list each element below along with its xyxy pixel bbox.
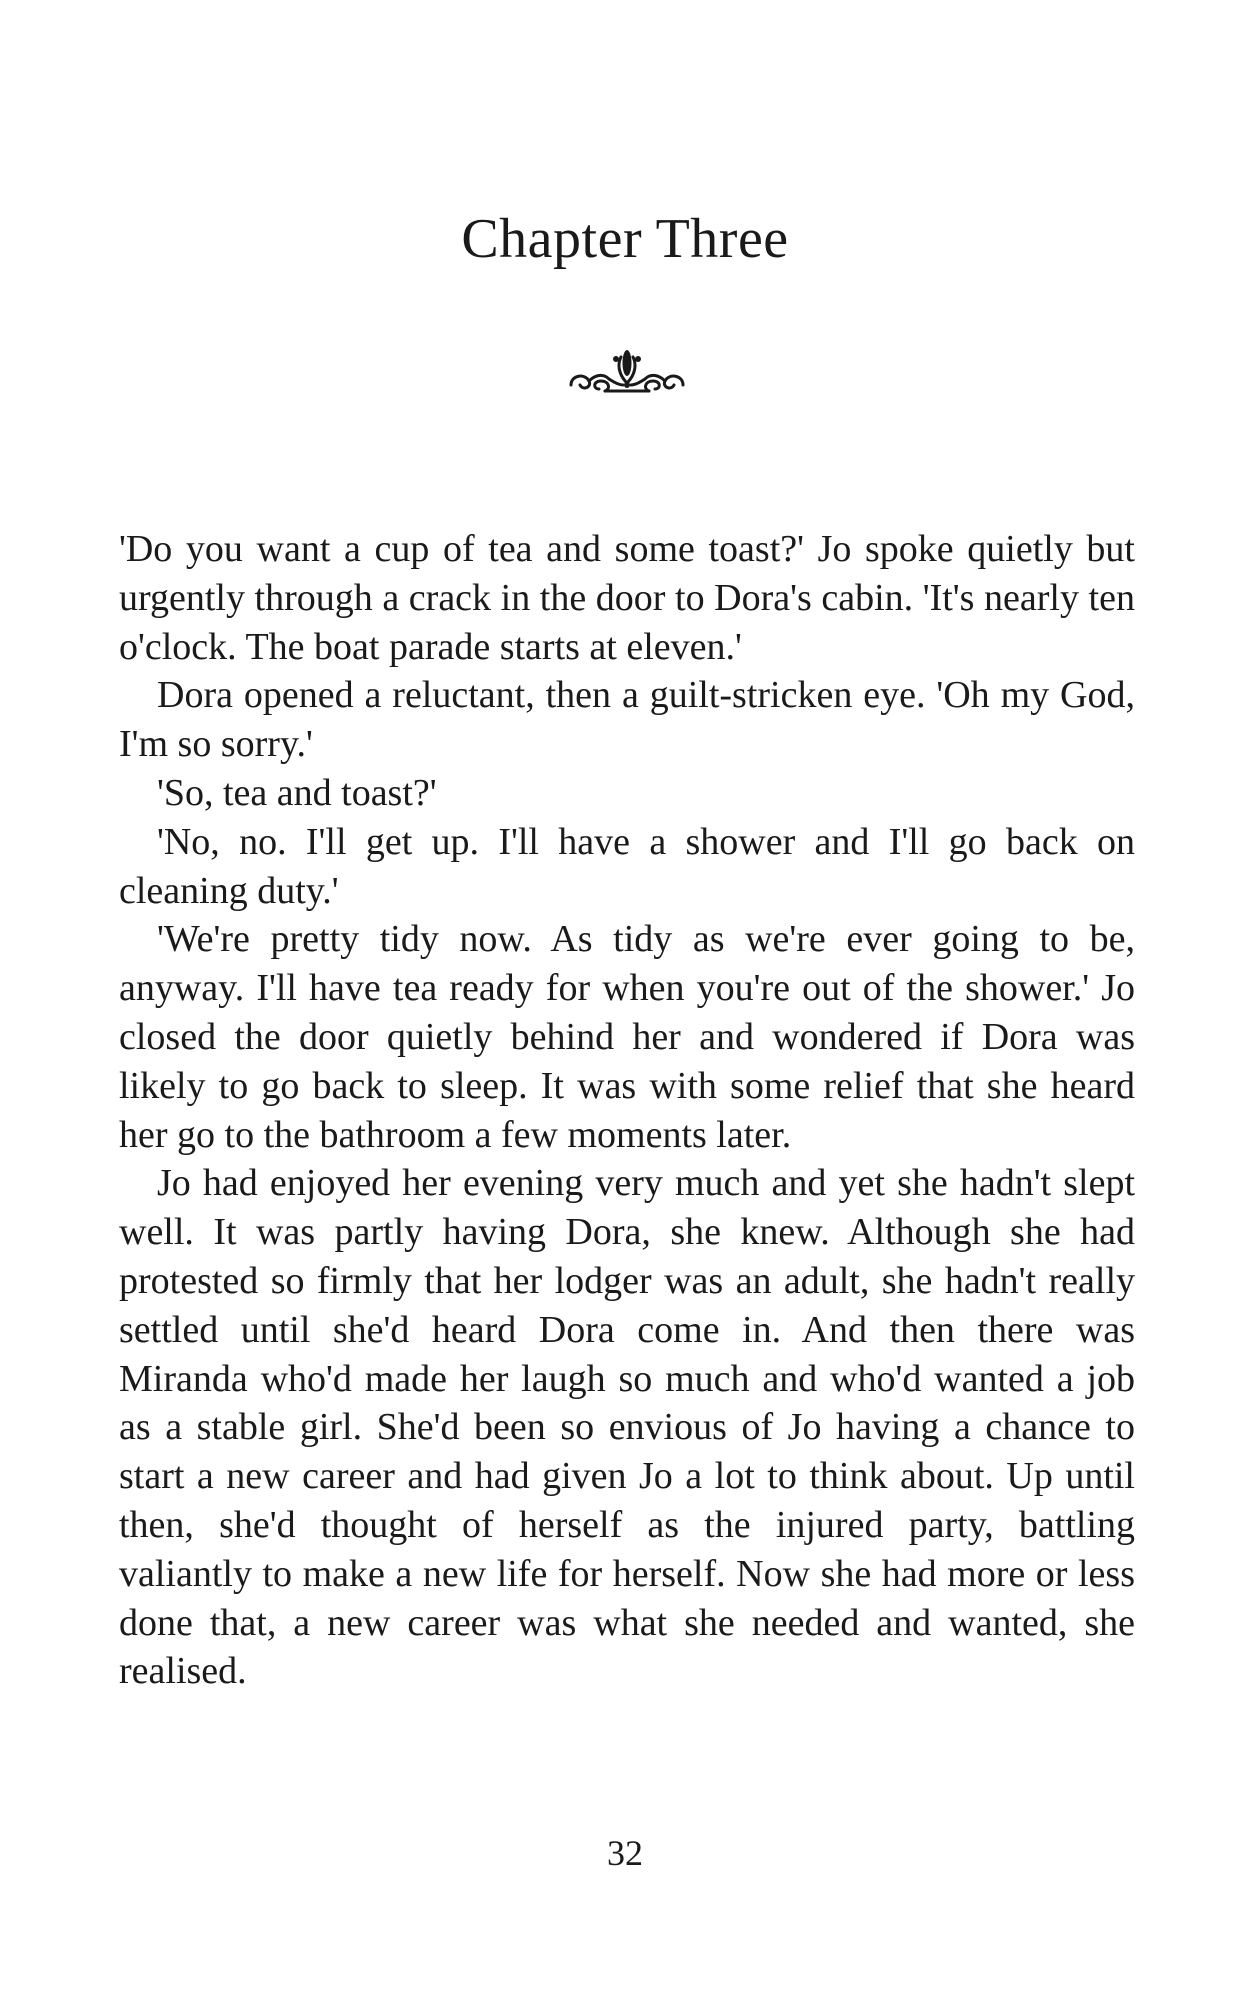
fleuron-ornament-icon [565, 345, 689, 395]
paragraph: 'Do you want a cup of tea and some toast?' Jo spoke quietly but urgently through a crack in the door to Dora's cabin. 'It's nearly ten o'clock. The boat parade starts at eleven.' [119, 528, 1135, 668]
page-number: 32 [607, 1833, 643, 1873]
chapter-body [119, 525, 1135, 1696]
chapter-title: Chapter Three [461, 208, 789, 270]
paragraph: 'No, no. I'll get up. I'll have a shower and I'll go back on cleaning duty.' [119, 820, 1135, 912]
paragraph: 'So, tea and toast?' [157, 771, 437, 814]
paragraph: 'We're pretty tidy now. As tidy as we're ever going to be, anyway. I'll have tea ready for when you're out of the shower.' Jo closed the door quietly behind her and wondered if Dora was likely to go back to sleep. It was with some relief that she heard her go to the bathroom a few moments later. [119, 918, 1135, 1156]
paragraph: Dora opened a reluctant, then a guilt-stricken eye. 'Oh my God, I'm so sorry.' [119, 674, 1135, 766]
paragraph: Jo had enjoyed her evening very much and yet she hadn't slept well. It was partly having Dora, she knew. Although she had protested so firmly that her lodger was an adult, she hadn't really settled until she'd heard Dora come in. And then there was Miranda who'd made her laugh so much and who'd wanted a job as a stable girl. She'd been so envious of Jo having a chance to start a new career and had given Jo a lot to think about. Up until then, she'd thought of herself as the injured party, battling valiantly to make a new life for herself. Now she had more or less done that, a new career was what she needed and wanted, she realised. [119, 1162, 1135, 1693]
